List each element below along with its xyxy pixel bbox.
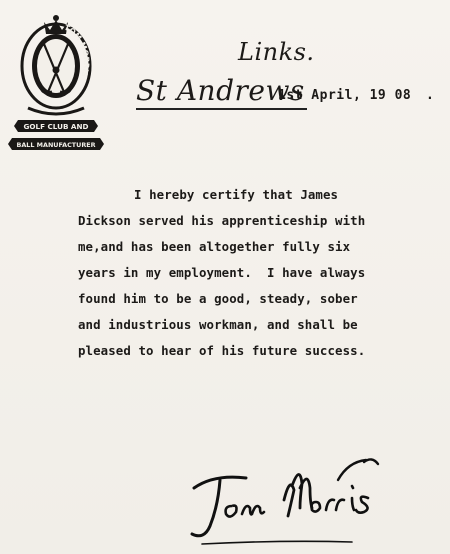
crest-ring-text: TOM MORRIS bbox=[62, 22, 92, 79]
body-line: me,and has been altogether fully six bbox=[78, 239, 351, 254]
signature-tom-morris bbox=[188, 440, 418, 550]
crest-banner-bottom: BALL MANUFACTURER bbox=[16, 141, 96, 149]
body-line: found him to be a good, steady, sober bbox=[78, 291, 358, 306]
signature-text: Tom Morris bbox=[188, 440, 195, 441]
certificate-body bbox=[78, 182, 438, 364]
address-links: Links. bbox=[238, 38, 315, 66]
body-line: pleased to hear of his future success. bbox=[78, 343, 366, 358]
body-line: I hereby certify that James bbox=[134, 187, 339, 202]
address-place: St Andrews bbox=[136, 74, 307, 110]
address-dateline bbox=[136, 74, 436, 114]
body-line: and industrious workman, and shall be bbox=[78, 317, 358, 332]
body-line: years in my employment. I have always bbox=[78, 265, 366, 280]
body-line: Dickson served his apprenticeship with bbox=[78, 213, 366, 228]
date-period: . bbox=[426, 88, 434, 103]
crest-banner-top: GOLF CLUB AND bbox=[23, 122, 89, 131]
letter-date: 1st April, 19 08 bbox=[278, 88, 412, 103]
tom-morris-crest-logo bbox=[8, 8, 104, 160]
